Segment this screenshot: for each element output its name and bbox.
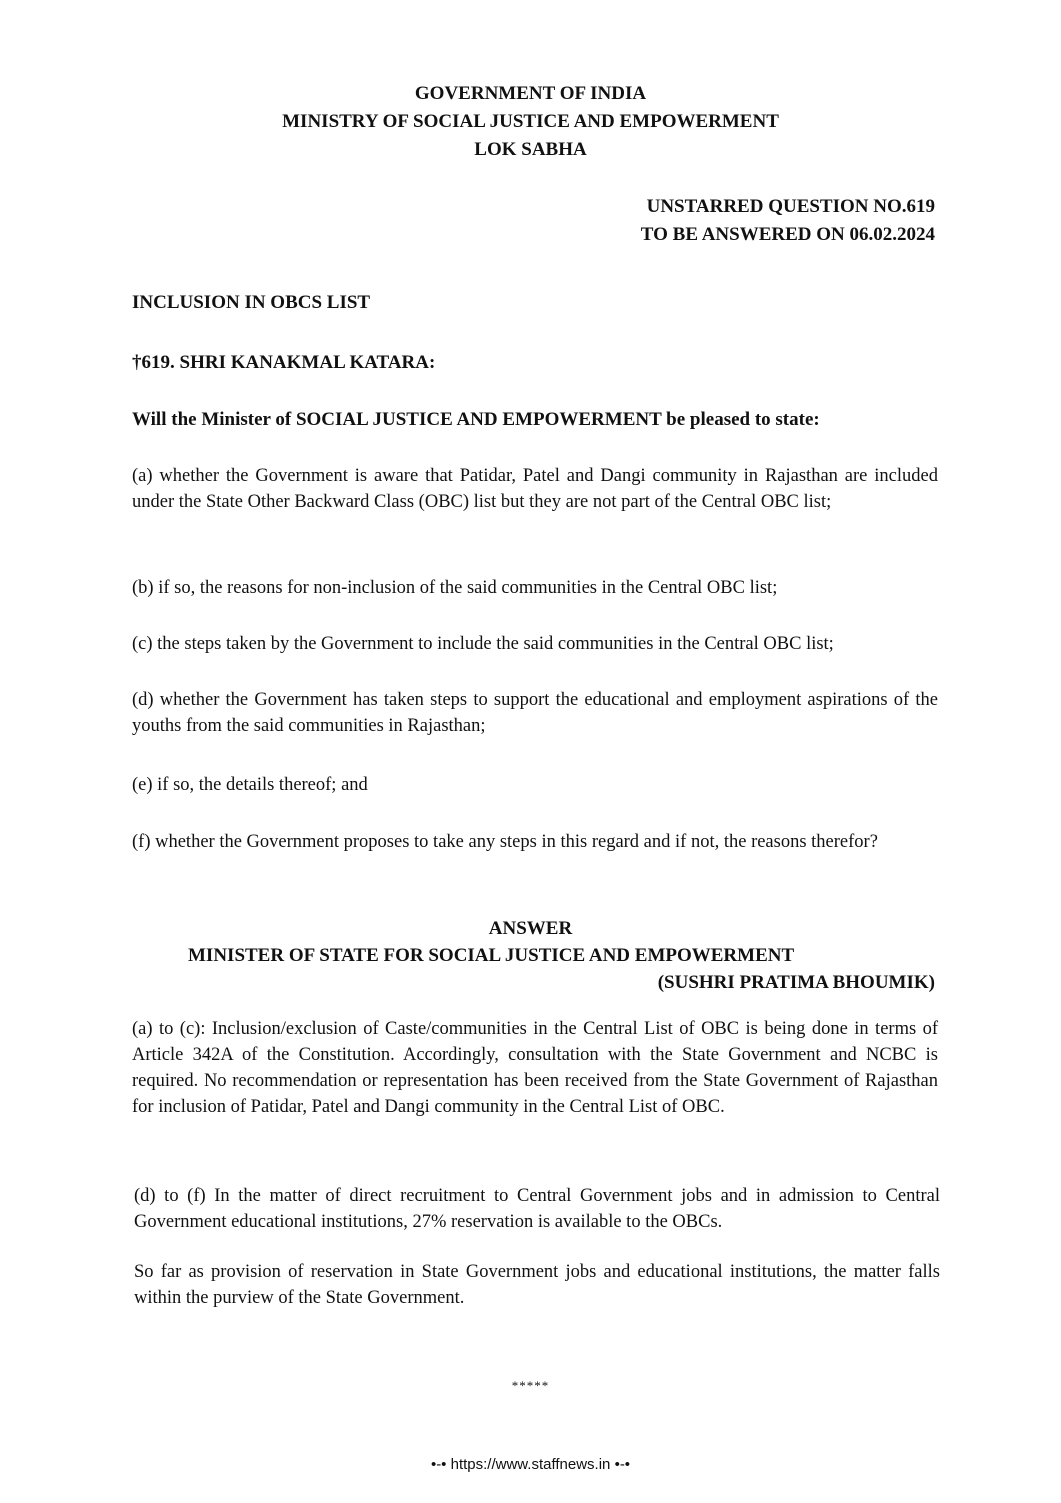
minister-name: (SUSHRI PRATIMA BHOUMIK) <box>657 972 935 993</box>
header-house: LOK SABHA <box>474 139 587 160</box>
question-part-a: (a) whether the Government is aware that Patidar, Patel and Dangi community in Rajasthan are included under the State Other Backward Class (OBC) list but they are not part of the Central OBC list; <box>132 466 938 512</box>
answer-part-a-to-c: (a) to (c): Inclusion/exclusion of Caste/communities in the Central List of OBC is being done in terms of Article 342A of the Constitution. Accordingly, consultation with the State Government and NCBC is required. No recommendation or representation has been received from the State Government of Rajasthan for inclusion of Patidar, Patel and Dangi community in the Central List of OBC. <box>132 1019 938 1117</box>
footer-source-url: •-• https://www.staffnews.in •-• <box>430 1456 631 1473</box>
end-marker: ***** <box>511 1378 550 1393</box>
header-government: GOVERNMENT OF INDIA <box>414 83 647 104</box>
answer-heading: ANSWER <box>488 918 573 939</box>
answer-part-d-to-f: (d) to (f) In the matter of direct recruitment to Central Government jobs and in admission to Central Government educational institutions, 27% reservation is available to the OBCs. <box>134 1186 940 1232</box>
question-part-b: (b) if so, the reasons for non-inclusion of the said communities in the Central OBC list; <box>132 578 778 598</box>
header-ministry: MINISTRY OF SOCIAL JUSTICE AND EMPOWERMENT <box>282 111 779 132</box>
member-name: †619. SHRI KANAKMAL KATARA: <box>132 352 436 373</box>
minister-title: MINISTER OF STATE FOR SOCIAL JUSTICE AND EMPOWERMENT <box>188 945 795 966</box>
question-part-f: (f) whether the Government proposes to take any steps in this regard and if not, the reasons therefor? <box>132 832 878 852</box>
answer-date: TO BE ANSWERED ON 06.02.2024 <box>640 224 935 245</box>
question-number: UNSTARRED QUESTION NO.619 <box>646 196 935 217</box>
question-part-d: (d) whether the Government has taken steps to support the educational and employment aspirations of the youths from the said communities in Rajasthan; <box>132 690 938 736</box>
document-header <box>0 80 1061 164</box>
question-subject: INCLUSION IN OBCS LIST <box>132 292 371 313</box>
question-intro: Will the Minister of SOCIAL JUSTICE AND EMPOWERMENT be pleased to state: <box>132 409 820 430</box>
question-part-c: (c) the steps taken by the Government to include the said communities in the Central OBC list; <box>132 634 834 654</box>
question-part-e: (e) if so, the details thereof; and <box>132 775 368 795</box>
answer-state-provision: So far as provision of reservation in State Government jobs and educational institutions, the matter falls within the purview of the State Government. <box>134 1262 940 1308</box>
question-reference <box>641 193 935 249</box>
